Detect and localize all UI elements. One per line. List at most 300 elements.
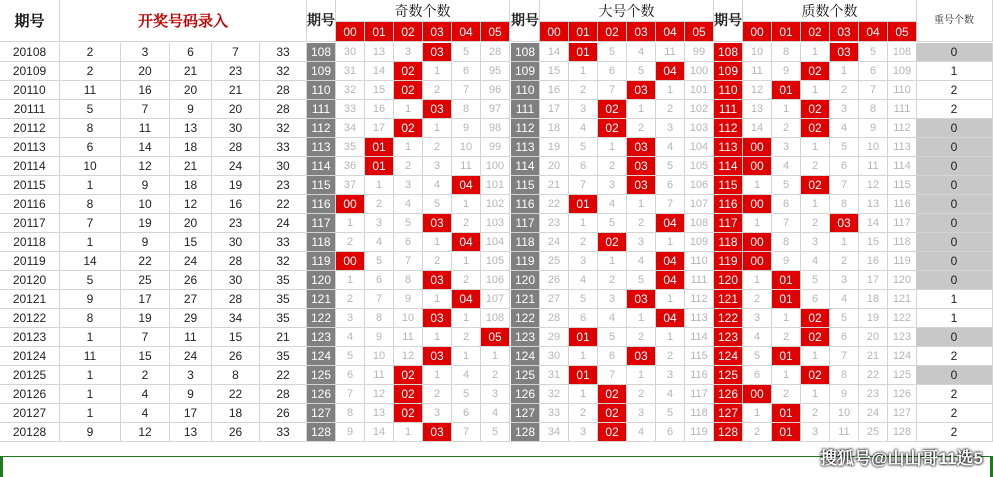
group-period-code: 113 <box>511 138 540 157</box>
group-period-code: 113 <box>714 138 743 157</box>
missing-count-cell: 117 <box>685 385 714 404</box>
hit-cell: 04 <box>452 290 481 309</box>
dup-count-cell: 0 <box>916 195 993 214</box>
missing-count-cell: 5 <box>598 43 627 62</box>
missing-count-cell: 24 <box>540 233 569 252</box>
missing-count-cell: 4 <box>743 328 772 347</box>
group-period-code: 108 <box>511 43 540 62</box>
missing-count-cell: 6 <box>743 366 772 385</box>
missing-count-cell: 11 <box>859 157 888 176</box>
period-cell: 20127 <box>0 404 60 423</box>
missing-count-cell: 4 <box>423 176 452 195</box>
draw-number-cell: 1 <box>60 385 121 404</box>
dup-count-cell: 0 <box>916 252 993 271</box>
missing-count-cell: 7 <box>365 290 394 309</box>
missing-count-cell: 6 <box>569 309 598 328</box>
dup-count-cell: 0 <box>916 271 993 290</box>
sub-header-04: 04 <box>452 22 481 42</box>
missing-count-cell: 1 <box>830 233 859 252</box>
missing-count-cell: 121 <box>888 290 917 309</box>
missing-count-cell: 5 <box>656 157 685 176</box>
missing-count-cell: 14 <box>743 119 772 138</box>
missing-count-cell: 1 <box>656 290 685 309</box>
missing-count-cell: 5 <box>830 309 859 328</box>
draw-number-cell: 15 <box>121 347 170 366</box>
missing-count-cell: 5 <box>830 138 859 157</box>
draw-number-cell: 11 <box>60 81 121 100</box>
missing-count-cell: 99 <box>481 138 510 157</box>
missing-count-cell: 6 <box>598 62 627 81</box>
missing-count-cell: 4 <box>830 119 859 138</box>
missing-count-cell: 33 <box>336 100 365 119</box>
missing-count-cell: 1 <box>365 176 394 195</box>
missing-count-cell: 5 <box>569 290 598 309</box>
missing-count-cell: 4 <box>336 328 365 347</box>
missing-count-cell: 11 <box>743 62 772 81</box>
missing-count-cell: 5 <box>365 252 394 271</box>
missing-count-cell: 2 <box>627 214 656 233</box>
draw-number-cell: 21 <box>260 328 307 347</box>
missing-count-cell: 11 <box>394 328 423 347</box>
draw-number-cell: 20 <box>170 81 212 100</box>
missing-count-cell: 2 <box>743 423 772 442</box>
group-period-code: 111 <box>307 100 336 119</box>
missing-count-cell: 105 <box>685 157 714 176</box>
missing-count-cell: 1 <box>627 100 656 119</box>
draw-number-cell: 2 <box>60 62 121 81</box>
hit-cell: 00 <box>743 385 772 404</box>
group-period-code: 117 <box>511 214 540 233</box>
draw-number-cell: 8 <box>60 195 121 214</box>
hit-cell: 01 <box>365 138 394 157</box>
missing-count-cell: 6 <box>830 328 859 347</box>
missing-count-cell: 2 <box>627 119 656 138</box>
missing-count-cell: 1 <box>481 347 510 366</box>
draw-number-cell: 1 <box>60 233 121 252</box>
missing-count-cell: 31 <box>336 62 365 81</box>
hit-cell: 03 <box>423 347 452 366</box>
missing-count-cell: 18 <box>859 290 888 309</box>
missing-count-cell: 22 <box>859 366 888 385</box>
missing-count-cell: 11 <box>830 423 859 442</box>
missing-count-cell: 5 <box>656 404 685 423</box>
missing-count-cell: 7 <box>772 214 801 233</box>
draw-number-cell: 34 <box>212 309 260 328</box>
group-period-code: 124 <box>714 347 743 366</box>
draw-number-cell: 21 <box>170 62 212 81</box>
missing-count-cell: 13 <box>743 100 772 119</box>
hit-cell: 02 <box>801 176 830 195</box>
missing-count-cell: 12 <box>743 81 772 100</box>
hit-cell: 02 <box>394 366 423 385</box>
hit-cell: 00 <box>743 195 772 214</box>
missing-count-cell: 103 <box>685 119 714 138</box>
hit-cell: 00 <box>743 138 772 157</box>
group-period-code: 122 <box>511 309 540 328</box>
missing-count-cell: 23 <box>859 385 888 404</box>
draw-number-cell: 20 <box>212 100 260 119</box>
missing-count-cell: 34 <box>540 423 569 442</box>
missing-count-cell: 1 <box>743 214 772 233</box>
group-period-code: 115 <box>511 176 540 195</box>
period-cell: 20113 <box>0 138 60 157</box>
draw-number-cell: 9 <box>121 233 170 252</box>
hit-cell: 03 <box>830 43 859 62</box>
draw-number-cell: 30 <box>212 233 260 252</box>
hit-cell: 00 <box>336 195 365 214</box>
missing-count-cell: 106 <box>481 271 510 290</box>
group-period-code: 127 <box>307 404 336 423</box>
hit-cell: 03 <box>627 347 656 366</box>
hit-cell: 02 <box>801 309 830 328</box>
draw-number-cell: 25 <box>121 271 170 290</box>
draw-number-cell: 5 <box>60 271 121 290</box>
draw-number-cell: 1 <box>60 366 121 385</box>
missing-count-cell: 101 <box>685 81 714 100</box>
missing-count-cell: 108 <box>481 309 510 328</box>
missing-count-cell: 31 <box>540 366 569 385</box>
missing-count-cell: 2 <box>394 157 423 176</box>
dup-count-cell: 0 <box>916 328 993 347</box>
draw-number-cell: 21 <box>212 81 260 100</box>
sub-header-01: 01 <box>569 22 598 42</box>
hit-cell: 01 <box>772 423 801 442</box>
draw-number-cell: 15 <box>170 233 212 252</box>
missing-count-cell: 5 <box>627 62 656 81</box>
missing-count-cell: 2 <box>830 81 859 100</box>
missing-count-cell: 7 <box>859 81 888 100</box>
draw-number-cell: 19 <box>121 309 170 328</box>
group-period-code: 108 <box>307 43 336 62</box>
dup-count-cell: 2 <box>916 423 993 442</box>
missing-count-cell: 116 <box>888 195 917 214</box>
draw-number-cell: 1 <box>60 404 121 423</box>
missing-count-cell: 8 <box>830 195 859 214</box>
draw-number-cell: 35 <box>260 290 307 309</box>
missing-count-cell: 2 <box>830 252 859 271</box>
missing-count-cell: 102 <box>685 100 714 119</box>
missing-count-cell: 111 <box>888 100 917 119</box>
missing-count-cell: 111 <box>685 271 714 290</box>
missing-count-cell: 4 <box>598 195 627 214</box>
missing-count-cell: 2 <box>801 404 830 423</box>
missing-count-cell: 1 <box>452 252 481 271</box>
missing-count-cell: 128 <box>888 423 917 442</box>
group-period-code: 126 <box>307 385 336 404</box>
missing-count-cell: 4 <box>627 43 656 62</box>
missing-count-cell: 1 <box>569 62 598 81</box>
missing-count-cell: 1 <box>743 404 772 423</box>
missing-count-cell: 2 <box>569 81 598 100</box>
group-period-code: 110 <box>714 81 743 100</box>
hit-cell: 01 <box>772 347 801 366</box>
hit-cell: 03 <box>423 43 452 62</box>
draw-number-cell: 1 <box>60 176 121 195</box>
missing-count-cell: 1 <box>801 195 830 214</box>
draw-number-cell: 9 <box>60 290 121 309</box>
draw-number-cell: 33 <box>260 233 307 252</box>
missing-count-cell: 107 <box>481 290 510 309</box>
group-period-code: 114 <box>307 157 336 176</box>
missing-count-cell: 2 <box>656 347 685 366</box>
dup-count-cell: 1 <box>916 290 993 309</box>
missing-count-cell: 1 <box>423 62 452 81</box>
missing-count-cell: 35 <box>336 138 365 157</box>
dup-count-cell: 1 <box>916 62 993 81</box>
missing-count-cell: 2 <box>423 252 452 271</box>
draw-number-cell: 4 <box>121 404 170 423</box>
draw-number-cell: 35 <box>260 309 307 328</box>
draw-number-cell: 19 <box>121 214 170 233</box>
missing-count-cell: 114 <box>685 328 714 347</box>
missing-count-cell: 123 <box>888 328 917 347</box>
missing-count-cell: 1 <box>743 176 772 195</box>
missing-count-cell: 3 <box>423 157 452 176</box>
missing-count-cell: 99 <box>685 43 714 62</box>
draw-number-cell: 3 <box>121 43 170 62</box>
missing-count-cell: 1 <box>801 43 830 62</box>
draw-number-cell: 7 <box>60 214 121 233</box>
draw-number-cell: 30 <box>212 271 260 290</box>
missing-count-cell: 1 <box>569 347 598 366</box>
hit-cell: 01 <box>772 290 801 309</box>
group-period-code: 119 <box>511 252 540 271</box>
hit-cell: 02 <box>394 81 423 100</box>
sub-header-02: 02 <box>598 22 627 42</box>
missing-count-cell: 2 <box>598 157 627 176</box>
missing-count-cell: 4 <box>569 119 598 138</box>
missing-count-cell: 4 <box>656 138 685 157</box>
group-period-code: 125 <box>714 366 743 385</box>
missing-count-cell: 11 <box>656 43 685 62</box>
draw-number-cell: 24 <box>212 157 260 176</box>
missing-count-cell: 4 <box>801 252 830 271</box>
missing-count-cell: 9 <box>394 290 423 309</box>
draw-number-cell: 18 <box>212 404 260 423</box>
missing-count-cell: 117 <box>888 214 917 233</box>
missing-count-cell: 1 <box>743 271 772 290</box>
missing-count-cell: 27 <box>540 290 569 309</box>
dup-count-cell: 0 <box>916 138 993 157</box>
missing-count-cell: 107 <box>685 195 714 214</box>
hit-cell: 04 <box>452 233 481 252</box>
missing-count-cell: 20 <box>540 157 569 176</box>
missing-count-cell: 2 <box>598 271 627 290</box>
group-period-code: 122 <box>307 309 336 328</box>
draw-number-cell: 23 <box>260 176 307 195</box>
group-period-code: 112 <box>714 119 743 138</box>
missing-count-cell: 1 <box>772 100 801 119</box>
draw-number-cell: 26 <box>260 404 307 423</box>
missing-count-cell: 2 <box>481 366 510 385</box>
draw-number-cell: 33 <box>260 138 307 157</box>
missing-count-cell: 1 <box>423 290 452 309</box>
missing-count-cell: 2 <box>772 385 801 404</box>
draw-number-cell: 23 <box>212 214 260 233</box>
group-period-code: 111 <box>511 100 540 119</box>
draw-number-cell: 22 <box>121 252 170 271</box>
missing-count-cell: 1 <box>801 347 830 366</box>
missing-count-cell: 112 <box>685 290 714 309</box>
missing-count-cell: 4 <box>598 309 627 328</box>
missing-count-cell: 15 <box>859 233 888 252</box>
missing-count-cell: 13 <box>859 195 888 214</box>
draw-number-cell: 26 <box>170 271 212 290</box>
hit-cell: 02 <box>394 385 423 404</box>
missing-count-cell: 104 <box>481 233 510 252</box>
missing-count-cell: 7 <box>394 252 423 271</box>
draw-number-cell: 23 <box>212 62 260 81</box>
missing-count-cell: 3 <box>656 119 685 138</box>
missing-count-cell: 6 <box>772 195 801 214</box>
period-cell: 20120 <box>0 271 60 290</box>
hit-cell: 01 <box>569 366 598 385</box>
missing-count-cell: 119 <box>685 423 714 442</box>
missing-count-cell: 1 <box>452 347 481 366</box>
missing-count-cell: 6 <box>859 62 888 81</box>
missing-count-cell: 6 <box>598 347 627 366</box>
hit-cell: 01 <box>569 43 598 62</box>
draw-number-cell: 12 <box>121 157 170 176</box>
missing-count-cell: 2 <box>423 138 452 157</box>
group-period-code: 122 <box>714 309 743 328</box>
missing-count-cell: 10 <box>743 43 772 62</box>
missing-count-cell: 8 <box>336 404 365 423</box>
missing-count-cell: 3 <box>627 233 656 252</box>
missing-count-cell: 108 <box>685 214 714 233</box>
draw-number-cell: 6 <box>60 138 121 157</box>
missing-count-cell: 3 <box>569 252 598 271</box>
draw-number-cell: 24 <box>170 347 212 366</box>
missing-count-cell: 3 <box>830 100 859 119</box>
hit-cell: 00 <box>743 252 772 271</box>
missing-count-cell: 5 <box>569 138 598 157</box>
group-period-code: 115 <box>714 176 743 195</box>
draw-number-cell: 20 <box>121 62 170 81</box>
missing-count-cell: 16 <box>859 252 888 271</box>
missing-count-cell: 7 <box>656 195 685 214</box>
draw-number-cell: 17 <box>170 404 212 423</box>
group-period-code: 114 <box>511 157 540 176</box>
group-period-header: 期号 <box>714 0 743 42</box>
draw-number-cell: 29 <box>170 309 212 328</box>
draw-number-cell: 9 <box>170 100 212 119</box>
missing-count-cell: 8 <box>830 366 859 385</box>
period-cell: 20123 <box>0 328 60 347</box>
missing-count-cell: 1 <box>801 385 830 404</box>
missing-count-cell: 4 <box>656 385 685 404</box>
group-period-code: 128 <box>714 423 743 442</box>
hit-cell: 03 <box>627 81 656 100</box>
draw-number-cell: 30 <box>260 157 307 176</box>
hit-cell: 03 <box>627 138 656 157</box>
missing-count-cell: 1 <box>336 271 365 290</box>
missing-count-cell: 5 <box>336 347 365 366</box>
hit-cell: 04 <box>656 252 685 271</box>
missing-count-cell: 95 <box>481 62 510 81</box>
missing-count-cell: 13 <box>365 43 394 62</box>
missing-count-cell: 28 <box>481 43 510 62</box>
missing-count-cell: 2 <box>801 157 830 176</box>
missing-count-cell: 1 <box>423 233 452 252</box>
sub-header-00: 00 <box>743 22 772 42</box>
hit-cell: 02 <box>801 100 830 119</box>
draw-number-cell: 2 <box>60 43 121 62</box>
draw-number-cell: 24 <box>170 252 212 271</box>
draw-number-cell: 13 <box>170 119 212 138</box>
missing-count-cell: 3 <box>394 176 423 195</box>
missing-count-cell: 110 <box>685 252 714 271</box>
hit-cell: 02 <box>394 119 423 138</box>
group-period-code: 126 <box>511 385 540 404</box>
missing-count-cell: 10 <box>394 309 423 328</box>
missing-count-cell: 21 <box>859 347 888 366</box>
draw-number-cell: 28 <box>212 252 260 271</box>
dup-count-cell: 0 <box>916 157 993 176</box>
draw-number-cell: 35 <box>260 271 307 290</box>
missing-count-cell: 3 <box>394 43 423 62</box>
watermark: 搜狐号@山山哥11选5 <box>819 449 983 468</box>
sub-header-01: 01 <box>772 22 801 42</box>
hit-cell: 05 <box>481 328 510 347</box>
hit-cell: 03 <box>423 100 452 119</box>
draw-number-cell: 32 <box>260 119 307 138</box>
group-period-code: 116 <box>511 195 540 214</box>
period-cell: 20121 <box>0 290 60 309</box>
period-cell: 20108 <box>0 43 60 62</box>
missing-count-cell: 2 <box>569 404 598 423</box>
dup-count-cell: 2 <box>916 385 993 404</box>
missing-count-cell: 21 <box>540 176 569 195</box>
missing-count-cell: 8 <box>452 100 481 119</box>
dup-count-cell: 1 <box>916 309 993 328</box>
missing-count-cell: 12 <box>859 176 888 195</box>
draw-number-cell: 33 <box>260 423 307 442</box>
draw-number-cell: 14 <box>60 252 121 271</box>
missing-count-cell: 16 <box>365 100 394 119</box>
hit-cell: 03 <box>423 271 452 290</box>
missing-count-cell: 7 <box>830 347 859 366</box>
period-header: 期号 <box>0 0 60 42</box>
missing-count-cell: 15 <box>540 62 569 81</box>
missing-count-cell: 109 <box>888 62 917 81</box>
group-period-code: 120 <box>714 271 743 290</box>
draw-number-cell: 22 <box>212 385 260 404</box>
missing-count-cell: 2 <box>743 290 772 309</box>
missing-count-cell: 7 <box>569 176 598 195</box>
missing-count-cell: 3 <box>598 290 627 309</box>
missing-count-cell: 25 <box>540 252 569 271</box>
missing-count-cell: 1 <box>656 81 685 100</box>
missing-count-cell: 9 <box>336 423 365 442</box>
missing-count-cell: 5 <box>801 271 830 290</box>
missing-count-cell: 2 <box>452 328 481 347</box>
missing-count-cell: 3 <box>569 100 598 119</box>
missing-count-cell: 17 <box>540 100 569 119</box>
group-period-code: 120 <box>511 271 540 290</box>
hit-cell: 04 <box>656 309 685 328</box>
missing-count-cell: 15 <box>365 81 394 100</box>
group-period-code: 125 <box>307 366 336 385</box>
hit-cell: 02 <box>598 385 627 404</box>
hit-cell: 01 <box>365 157 394 176</box>
missing-count-cell: 3 <box>627 404 656 423</box>
missing-count-cell: 37 <box>336 176 365 195</box>
missing-count-cell: 9 <box>452 119 481 138</box>
missing-count-cell: 3 <box>481 385 510 404</box>
group-period-code: 121 <box>307 290 336 309</box>
missing-count-cell: 9 <box>830 385 859 404</box>
